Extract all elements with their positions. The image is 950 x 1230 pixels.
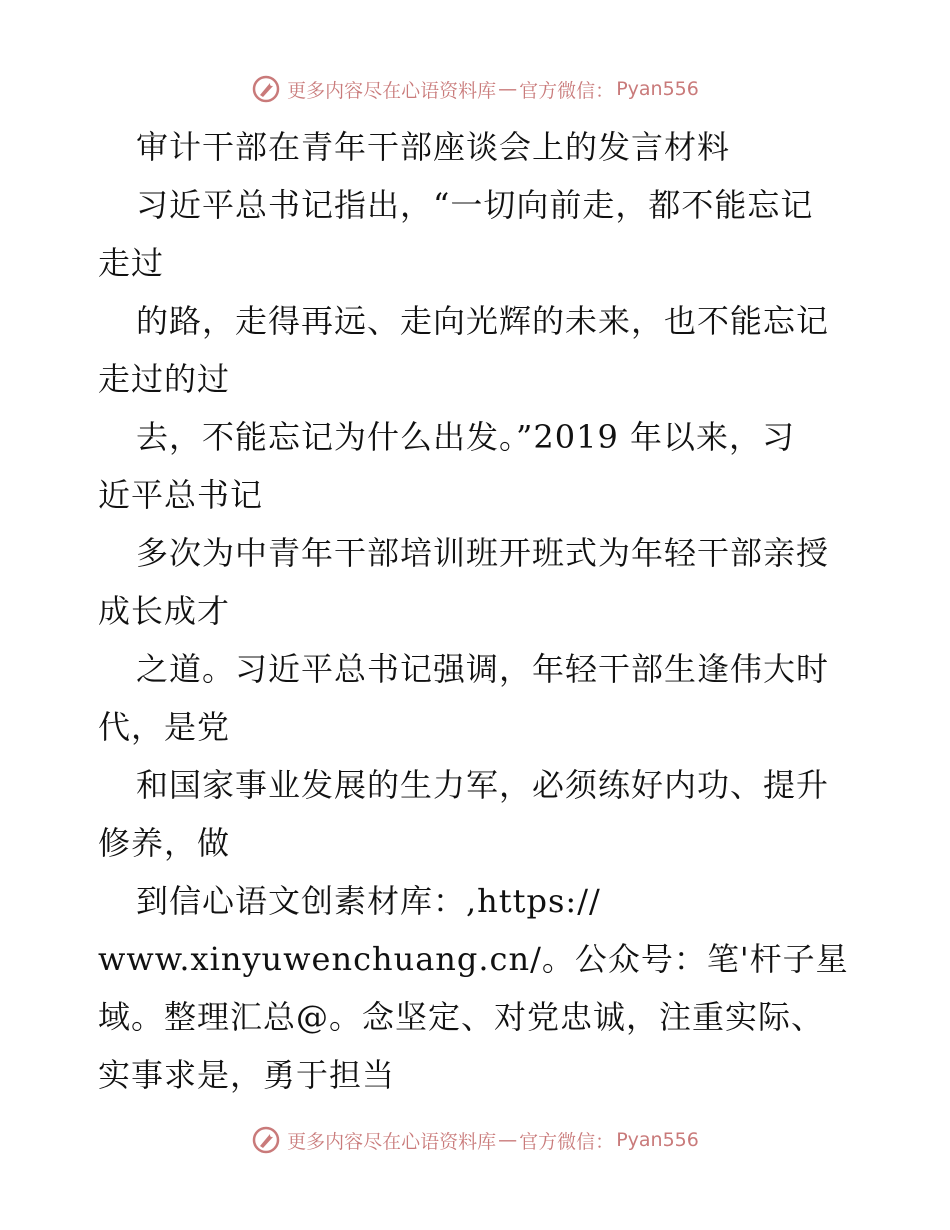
banner-wechat-id: Pyan556 [616, 1129, 699, 1151]
document-title: 审计干部在青年干部座谈会上的发言材料 [136, 128, 731, 166]
banner-text: 更多内容尽在心语资料库 [287, 1130, 497, 1153]
banner-separator: — [498, 78, 518, 100]
paragraph-line: 修养，做 [98, 824, 231, 862]
pen-logo-icon [251, 1125, 281, 1155]
pen-logo-icon [251, 74, 281, 104]
banner-text: 更多内容尽在心语资料库 [287, 79, 497, 102]
paragraph-line: 走过 [98, 244, 165, 282]
paragraph-line: 和国家事业发展的生力军，必须练好内功、提升 [136, 766, 830, 804]
footer-watermark [0, 1125, 950, 1155]
header-watermark [0, 74, 950, 104]
paragraph-line: 代，是党 [98, 708, 231, 746]
banner-wechat-label: 官方微信： [519, 79, 615, 102]
paragraph-line: 之道。习近平总书记强调，年轻干部生逢伟大时 [136, 650, 830, 688]
document-body [98, 118, 858, 1104]
paragraph-line: 去，不能忘记为什么出发。”2019 年以来，习 [136, 418, 795, 456]
paragraph-line: 走过的过 [98, 360, 231, 398]
paragraph-line: 成长成才 [98, 592, 231, 630]
paragraph-line: 习近平总书记指出，“一切向前走，都不能忘记 [136, 186, 814, 224]
paragraph-line: 域。整理汇总@。念坚定、对党忠诚，注重实际、 [98, 998, 825, 1036]
paragraph-line: 实事求是，勇于担当 [98, 1056, 396, 1094]
paragraph-line: www.xinyuwenchuang.cn/。公众号：笔'杆子星 [98, 940, 849, 978]
banner-wechat-id: Pyan556 [616, 78, 699, 100]
banner-wechat-label: 官方微信： [519, 1130, 615, 1153]
paragraph-line: 到信心语文创素材库：,https:// [136, 882, 601, 920]
banner-separator: — [498, 1129, 518, 1151]
paragraph-line: 的路，走得再远、走向光辉的未来，也不能忘记 [136, 302, 830, 340]
paragraph-line: 近平总书记 [98, 476, 264, 514]
paragraph-line: 多次为中青年干部培训班开班式为年轻干部亲授 [136, 534, 830, 572]
